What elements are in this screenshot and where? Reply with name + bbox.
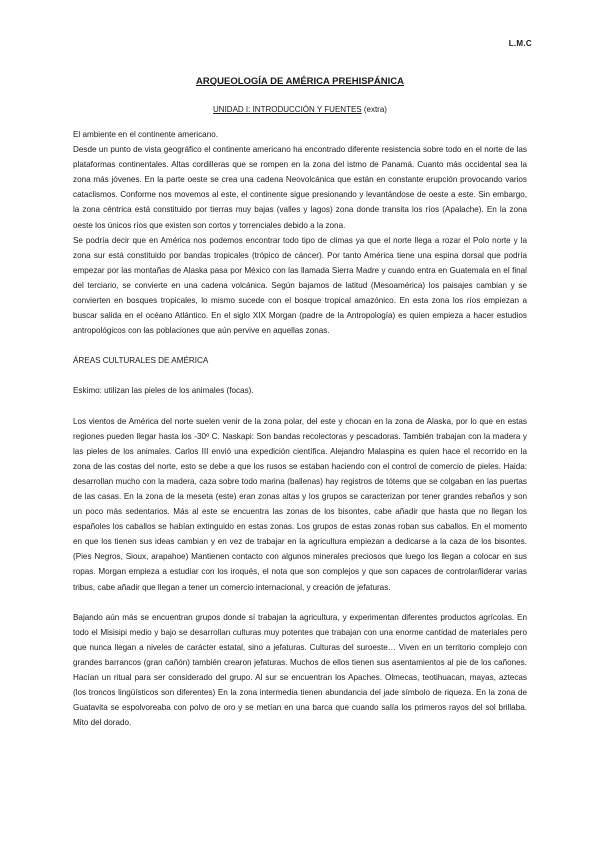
unit-subtitle <box>0 105 600 114</box>
environment-heading: El ambiente en el continente americano. <box>73 130 218 139</box>
environment-paragraph-1: Desde un punto de vista geográfico el continente americano ha encontrado diferente resistencia sobre todo en el norte de las plataformas continentales. Altas cordilleras que se rompen en la zona del istmo de Panamá. Cuanto más occidental sea la zona más jóvenes. En la parte oeste se crea una cadena Neovolcánica que están en constante erupción provocando varios cataclismos. Conforme nos movemos al este, el continente sigue presionando y levantándose de oeste a este. Sin embargo, la zona céntrica está constituido por tierras muy bajas (valles y lagos) zona donde transita los ríos (Apalache). En la zona oeste los únicos ríos que existen son cortos y torrenciales debido a la zona. <box>73 145 527 230</box>
document-title: ARQUEOLOGÍA DE AMÉRICA PREHISPÁNICA <box>196 76 404 87</box>
document-body <box>73 127 527 730</box>
environment-paragraph-2: Se podría decir que en América nos podemos encontrar todo tipo de climas ya que el norte llega a rozar el Polo norte y la zona sur está constituido por bandas tropicales (trópico de cáncer). Por tanto América tiene una espina dorsal que podría empezar por las montañas de Alaska pasa por México con las llamada Sierra Madre y cuando entra en Guatemala en el final del terciario, se convierte en una cadena volcánica. Según bajamos de latitud (Mesoamérica) los paisajes cambian y se convierten en bosques tropicales, lo mismo sucede con el bosque tropical amazónico. En esta zona los ríos empiezan a buscar salida en el océano Atlántico. En el siglo XIX Morgan (padre de la Antropología) es quien empieza a hacer estudios antropológicos con las poblaciones que aún pervive en aquellas zonas. <box>73 235 527 336</box>
north-america-paragraph: Los vientos de América del norte suelen venir de la zona polar, del este y chocan en la zona de Alaska, por lo que en estas regiones pueden llegar hasta los -30º C. Naskapi: Son bandas recolectoras y pescadoras. También trabajan con la madera y las pieles de los animales. Carlos III envió una expedición científica. Alejandro Malaspina es quien hace el recorrido en la zona de las costas del norte, esto se debe a que los rusos se estaban haciendo con el control de comercio de pieles. Haida: desarrollan mucho con la madera, caza sobre todo marina (ballenas) hay registros de tótems que se colgaban en las puertas de las casas. En la zona de la meseta (este) eran zonas altas y los grupos se caracterizan por tener grandes rebaños y son un poco más sedentarios. Más al este se encuentra las zonas de los bisontes, cabe añadir que hasta que no llegan los españoles los caballos se habían extinguido en estas zonas. Los grupos de estas zonas roban sus caballos. En el momento en que los tienen sus ideas cambian y en vez de trabajar en la agricultura empiezan a dedicarse a la caza de los bisontes. (Pies Negros, Sioux, arapahoe) Mantienen contacto con algunos minerales preciosos que luego los llegan a colocar en sus ropas. Morgan empieza a estudiar con los iroqués, el nota que son complejos y que son capaces de controlar/liderar varias tribus, cabe añadir que llegan a tener un comercio internacional, y creación de jefaturas. <box>73 416 527 592</box>
eskimo-line: Eskimo: utilizan las pieles de los animales (focas). <box>73 386 254 396</box>
unit-title: UNIDAD I: INTRODUCCIÓN Y FUENTES <box>213 105 362 114</box>
author-initials: L.M.C <box>508 39 532 48</box>
unit-note: (extra) <box>361 105 387 114</box>
south-cultures-paragraph: Bajando aún más se encuentran grupos donde sí trabajan la agricultura, y experimentan diferentes productos agrícolas. En todo el Misisipi medio y bajo se desarrollan culturas muy potentes que trabajan con una enorme cantidad de materiales pero que nunca llegan a niveles de carácter estatal, sino a jefaturas. Culturas del suroeste… Viven en un territorio complejo con grandes barrancos (gran cañón) también crearon jefaturas. Muchos de ellos tienen sus asentamientos al pie de los cañones. Hacían un ritual para ser considerado del grupo. Al sur se encuentran los Apaches. Olmecas, teotihuacan, mayas, aztecas (los troncos lingüísticos son diferentes) En la zona intermedia tienen abundancia del jade símbolo de riqueza. En la zona de Guatavita se espolvoreaba con polvo de oro y se metían en una barca que cuando salía los primeros rayos del sol brillaba. Mito del dorado. <box>73 612 527 728</box>
areas-heading: ÁREAS CULTURALES DE AMÉRICA <box>73 356 209 366</box>
